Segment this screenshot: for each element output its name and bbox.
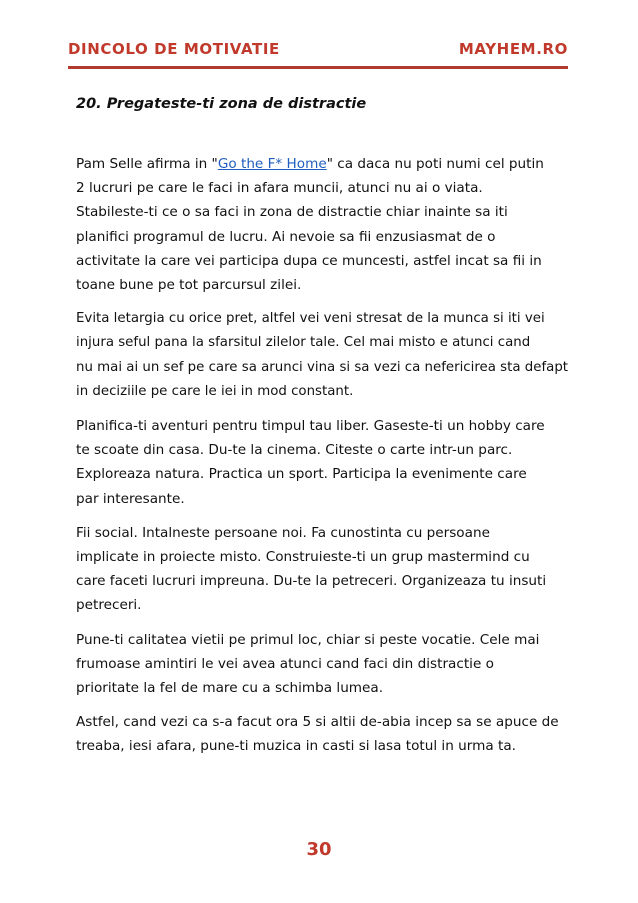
text-line: frumoase amintiri le vei avea atunci cand faci din distractie o bbox=[76, 655, 494, 672]
text-line: in deciziile pe care le iei in mod constant. bbox=[76, 383, 354, 399]
paragraph-1 bbox=[76, 152, 568, 297]
text-line: Fii social. Intalneste persoane noi. Fa cunostinta cu persoane bbox=[76, 524, 490, 541]
text-line: nu mai ai un sef pe care sa arunci vina si sa vezi ca nefericirea sta defapt bbox=[76, 359, 569, 375]
page-number: 30 bbox=[306, 839, 332, 860]
text-line: treaba, iesi afara, pune-ti muzica in casti si lasa totul in urma ta. bbox=[76, 738, 516, 755]
text-line: Planifica-ti aventuri pentru timpul tau liber. Gaseste-ti un hobby care bbox=[76, 418, 545, 435]
text-line: activitate la care vei participa dupa ce muncesti, astfel incat sa fii in bbox=[76, 252, 542, 269]
text-line: toane bune pe tot parcursul zilei. bbox=[76, 277, 302, 294]
text-line: care faceti lucruri impreuna. Du-te la petreceri. Organizeaza tu insuti bbox=[76, 573, 547, 590]
text-line: Pam Selle afirma in " bbox=[76, 156, 218, 172]
paragraph-3 bbox=[76, 414, 568, 511]
text-line: Stabileste-ti ce o sa faci in zona de distractie chiar inainte sa iti bbox=[76, 204, 508, 221]
text-line: 2 lucruri pe care le faci in afara muncii, atunci nu ai o viata. bbox=[76, 180, 483, 197]
text-line: planifici programul de lucru. Ai nevoie sa fii enzusiasmat de o bbox=[76, 228, 496, 245]
text-line: par interesante. bbox=[76, 490, 185, 507]
text-line: petreceri. bbox=[76, 597, 142, 614]
paragraph-6 bbox=[76, 710, 568, 758]
text-line: injura seful pana la sfarsitul zilelor tale. Cel mai misto e atunci cand bbox=[76, 335, 531, 351]
paragraph-4 bbox=[76, 521, 568, 618]
text-line: Evita letargia cu orice pret, altfel vei veni stresat de la munca si iti vei bbox=[76, 311, 545, 327]
text-line: Exploreaza natura. Practica un sport. Participa la evenimente care bbox=[76, 466, 527, 483]
go-the-f-home-link[interactable]: Go the F* Home bbox=[217, 156, 327, 172]
text-line: " ca daca nu poti numi cel putin bbox=[326, 156, 544, 172]
page-header bbox=[68, 40, 568, 60]
text-line: prioritate la fel de mare cu a schimba lumea. bbox=[76, 680, 384, 697]
paragraph-5 bbox=[76, 628, 568, 701]
text-line: implicate in proiecte misto. Construieste-ti un grup mastermind cu bbox=[76, 549, 530, 566]
header-divider bbox=[68, 66, 568, 69]
text-line: Astfel, cand vezi ca s-a facut ora 5 si altii de-abia incep sa se apuce de bbox=[76, 714, 559, 731]
text-line: Pune-ti calitatea vietii pe primul loc, chiar si peste vocatie. Cele mai bbox=[76, 631, 540, 648]
header-site-name: MAYHEM.RO bbox=[458, 40, 568, 58]
text-line: te scoate din casa. Du-te la cinema. Citeste o carte intr-un parc. bbox=[76, 442, 513, 459]
paragraph-2 bbox=[76, 307, 568, 404]
header-book-title: DINCOLO DE MOTIVATIE bbox=[68, 40, 280, 58]
body-text bbox=[76, 152, 568, 769]
section-title: 20. Pregateste-ti zona de distractie bbox=[76, 96, 367, 112]
